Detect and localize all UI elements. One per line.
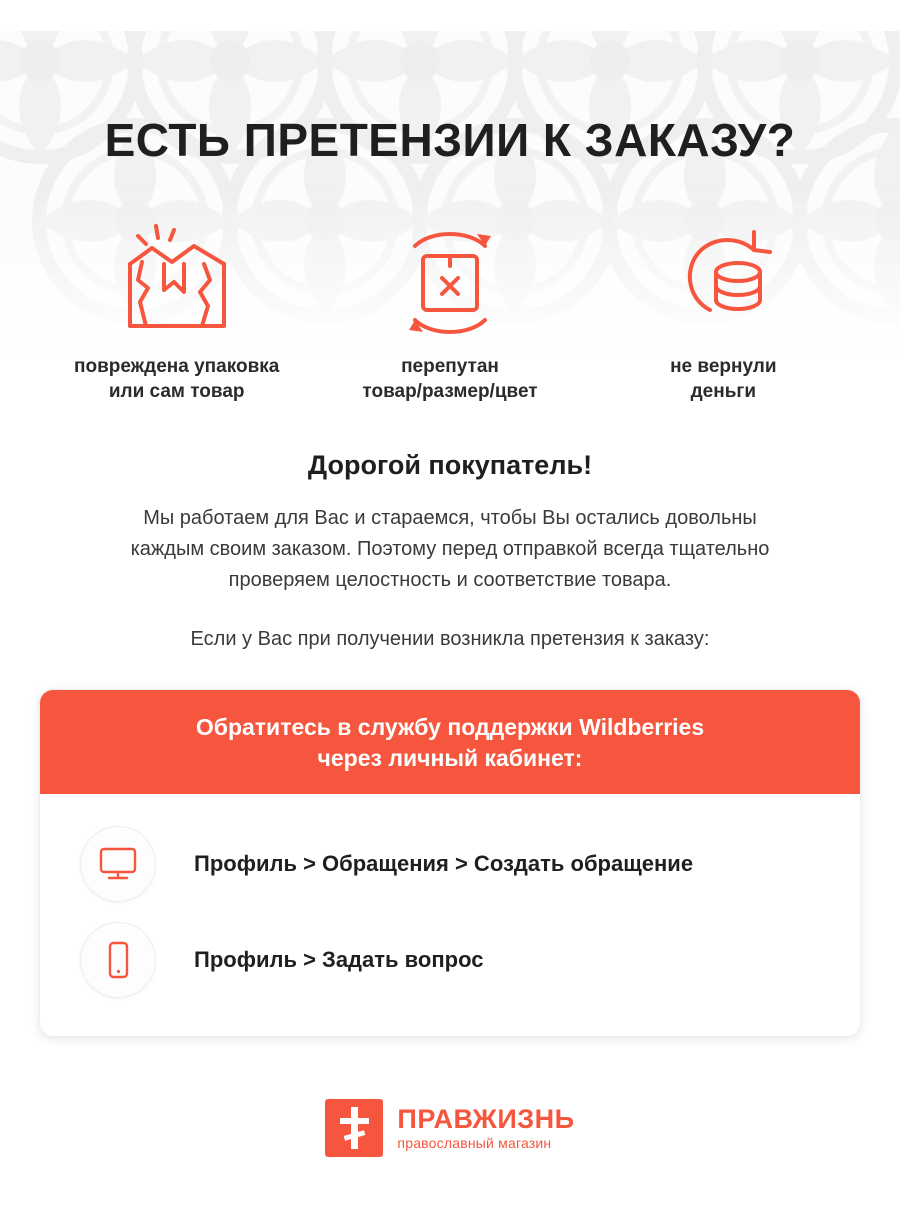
orthodox-cross-logo-icon xyxy=(325,1099,383,1157)
wrong-item-box-icon xyxy=(313,217,586,347)
reason-caption-line1: перепутан xyxy=(401,356,499,378)
page-title: ЕСТЬ ПРЕТЕНЗИИ К ЗАКАЗУ? xyxy=(104,113,796,166)
reasons-row xyxy=(0,217,900,404)
support-path-mobile xyxy=(40,912,860,1008)
brand-footer xyxy=(0,1099,900,1157)
intro-paragraph: Мы работаем для Вас и стараемся, чтобы Вы остались довольны каждым своим заказом. Поэтому перед отправкой всегда тщательно проверяем целостность и соответствие товара. xyxy=(130,507,770,592)
damaged-box-icon xyxy=(40,217,313,347)
reason-caption-line2: или сам товар xyxy=(108,380,245,402)
reason-item-wrong-item xyxy=(313,217,586,404)
support-path-desktop-label: Профиль > Обращения > Создать обращение xyxy=(194,851,694,877)
brand-name: ПРАВЖИЗНЬ xyxy=(397,1104,575,1135)
reason-item-damaged-package xyxy=(40,217,313,404)
support-path-mobile-label: Профиль > Задать вопрос xyxy=(194,947,484,973)
reason-caption-line2: товар/размер/цвет xyxy=(362,380,538,402)
refund-coins-icon xyxy=(587,217,860,347)
reason-caption xyxy=(587,355,860,404)
support-card-header-line2: через личный кабинет: xyxy=(317,745,583,772)
reason-caption xyxy=(40,355,313,404)
support-card-body xyxy=(40,794,860,1036)
reason-caption-line1: не вернули xyxy=(670,356,777,378)
support-card-header xyxy=(40,690,860,794)
reason-item-no-refund xyxy=(587,217,860,404)
reason-caption-line1: повреждена упаковка xyxy=(73,356,280,378)
claim-prompt-paragraph: Если у Вас при получении возникла претензия к заказу: xyxy=(190,628,710,651)
brand-text xyxy=(397,1105,574,1151)
claim-info-page xyxy=(0,31,900,1231)
greeting-heading: Дорогой покупатель! xyxy=(307,450,593,481)
reason-caption xyxy=(313,355,586,404)
support-card xyxy=(39,689,861,1037)
reason-caption-line2: деньги xyxy=(690,380,757,402)
smartphone-icon xyxy=(80,922,156,998)
support-path-desktop xyxy=(40,816,860,912)
desktop-monitor-icon xyxy=(80,826,156,902)
support-card-header-line1: Обратитесь в службу поддержки Wildberries xyxy=(195,714,705,741)
brand-tagline: православный магазин xyxy=(397,1135,552,1152)
